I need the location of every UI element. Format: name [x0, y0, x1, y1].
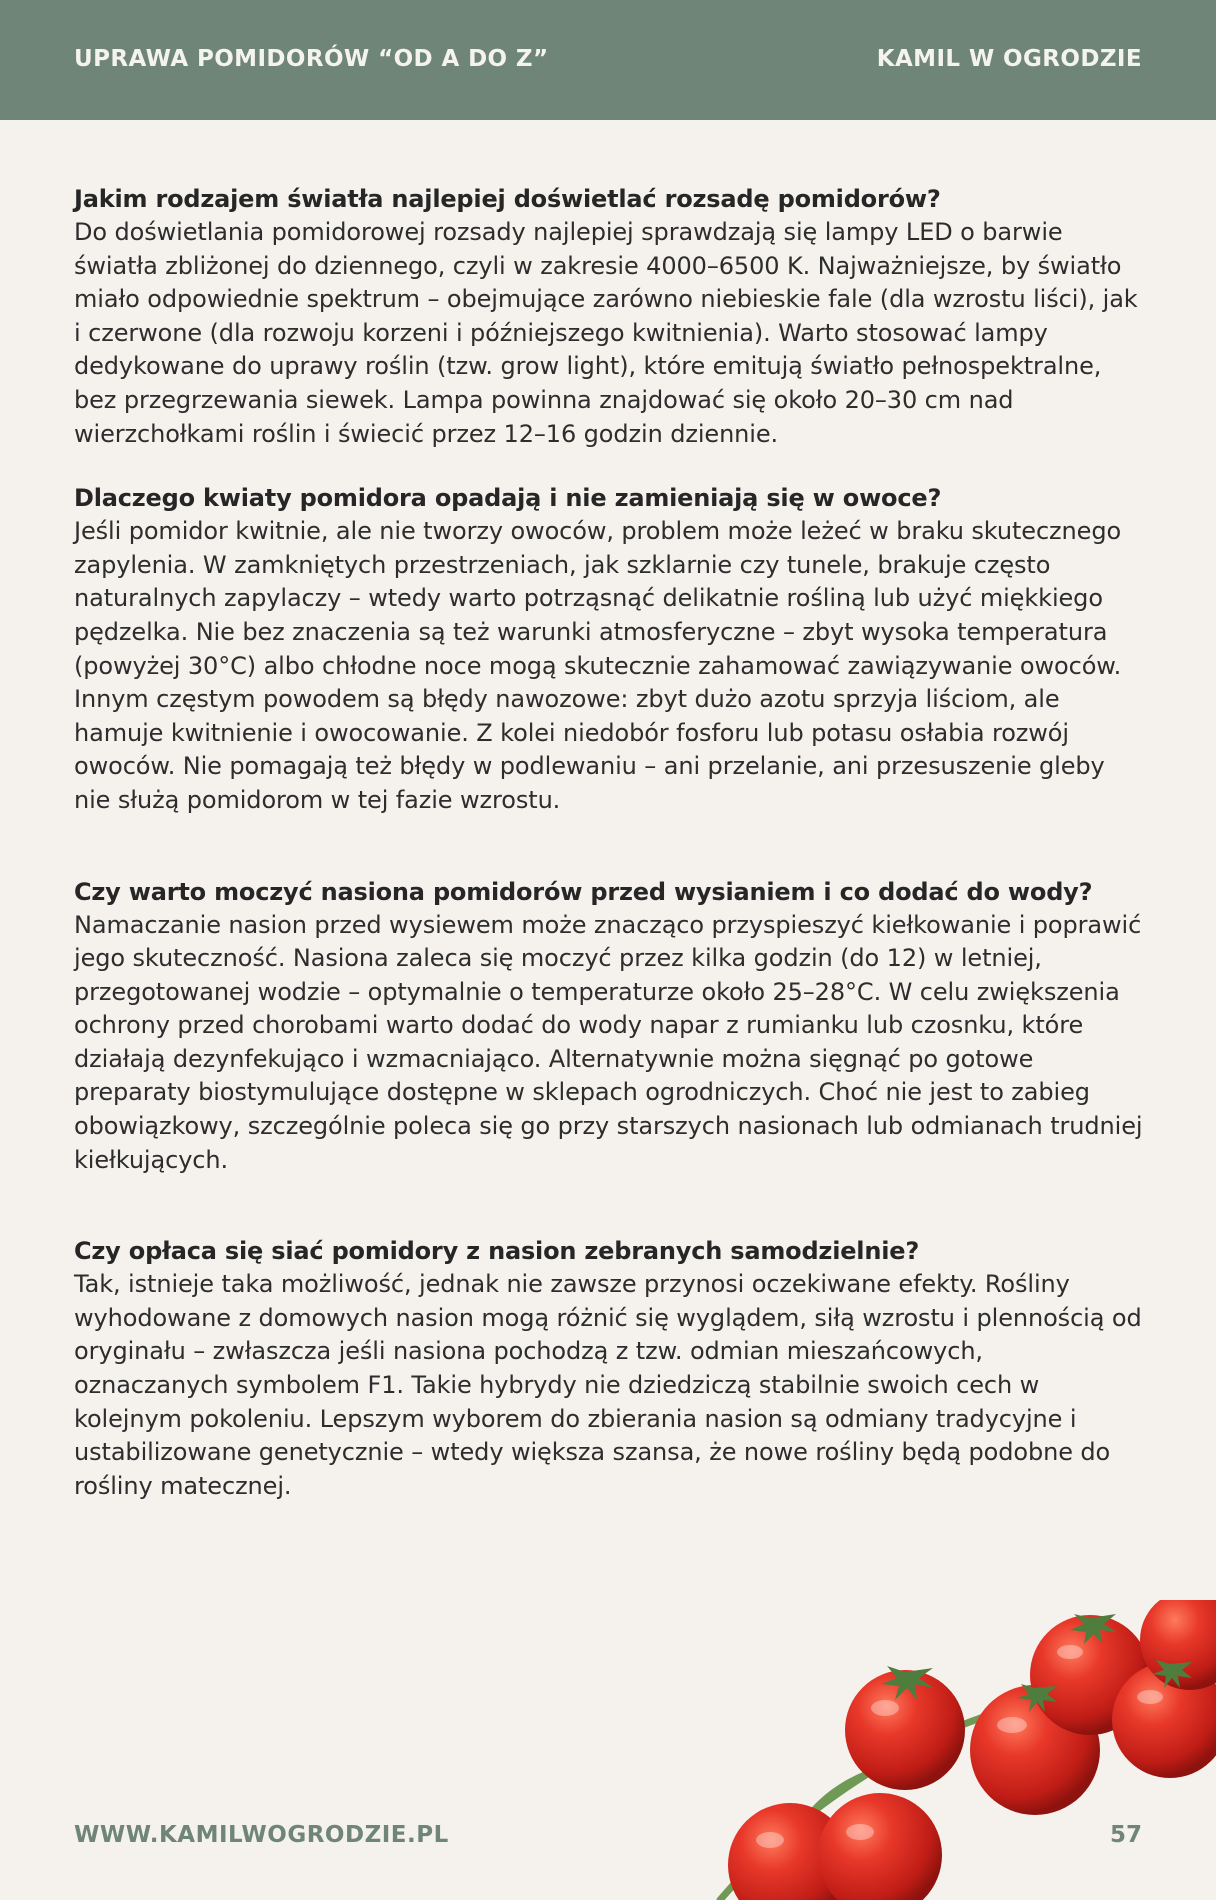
faq-question: Dlaczego kwiaty pomidora opadają i nie zamieniają się w owoce?	[74, 484, 942, 513]
faq-question: Jakim rodzajem światła najlepiej doświetlać rozsadę pomidorów?	[74, 185, 941, 213]
faq-answer: Do doświetlania pomidorowej rozsady najlepiej sprawdzają się lampy LED o barwie światła zbliżonej do dziennego, czyli w zakresie 4000–6500 K. Najważniejsze, by światło miało odpowiednie spektrum – obejmujące zarówno niebieskie fale (dla wzrostu liści), jak i czerwone (dla rozwoju korzeni i późniejszego kwitnienia). Warto stosować lampy dedykowane do uprawy roślin (tzw. grow light), które emitują światło pełnospektralne, bez przegrzewania siewek. Lampa powinna znajdować się około 20–30 cm nad wierzchołkami roślin i świecić przez 12–16 godzin dziennie.	[74, 218, 1138, 448]
faq-section	[74, 182, 1144, 451]
tomatoes-illustration	[700, 1600, 1216, 1900]
page-header	[0, 0, 1216, 120]
faq-section	[74, 875, 1144, 1178]
faq-answer: Jeśli pomidor kwitnie, ale nie tworzy owoców, problem może leżeć w braku skutecznego zapylenia. W zamkniętych przestrzeniach, jak szklarnie czy tunele, brakuje często naturalnych zapylaczy – wtedy warto potrząsnąć delikatnie rośliną lub użyć miękkiego pędzelka. Nie bez znaczenia są też warunki atmosferyczne – zbyt wysoka temperatura (powyżej 30°C) albo chłodne noce mogą skutecznie zahamować zawiązywanie owoców. Innym częstym powodem są błędy nawozowe: zbyt dużo azotu sprzyja liściom, ale hamuje kwitnienie i owocowanie. Z kolei niedobór fosforu lub potasu osłabia rozwój owoców. Nie pomagają też błędy w podlewaniu – ani przelanie, ani przesuszenie gleby nie służą pomidorom w tej fazie wzrostu.	[74, 517, 1122, 814]
brand-name: KAMIL W OGRODZIE	[876, 46, 1142, 72]
website-link[interactable]: WWW.KAMILWOGRODZIE.PL	[74, 1822, 449, 1848]
faq-section	[74, 1234, 1144, 1503]
faq-section	[74, 481, 1144, 817]
document-title: UPRAWA POMIDORÓW “OD A DO Z”	[74, 46, 549, 72]
faq-question: Czy warto moczyć nasiona pomidorów przed wysianiem i co dodać do wody?	[74, 877, 1093, 906]
faq-answer: Namaczanie nasion przed wysiewem może znacząco przyspieszyć kiełkowanie i poprawić jego skuteczność. Nasiona zaleca się moczyć przez kilka godzin (do 12) w letniej, przegotowanej wodzie – optymalnie o temperaturze około 25–28°C. W celu zwiększenia ochrony przed chorobami warto dodać do wody napar z rumianku lub czosnku, które działają dezynfekująco i wzmacniająco. Alternatywnie można sięgnąć po gotowe preparaty biostymulujące dostępne w sklepach ogrodniczych. Choć nie jest to zabieg obowiązkowy, szczególnie poleca się go przy starszych nasionach lub odmianach trudniej kiełkujących.	[74, 910, 1143, 1174]
page-number: 57	[1109, 1822, 1142, 1848]
faq-answer: Tak, istnieje taka możliwość, jednak nie zawsze przynosi oczekiwane efekty. Rośliny wyhodowane z domowych nasion mogą różnić się wyglądem, siłą wzrostu i plennością od oryginału – zwłaszcza jeśli nasiona pochodzą z tzw. odmian mieszańcowych, oznaczanych symbolem F1. Takie hybrydy nie dziedziczą stabilnie swoich cech w kolejnym pokoleniu. Lepszym wyborem do zbierania nasion są odmiany tradycyjne i ustabilizowane genetycznie – wtedy większa szansa, że nowe rośliny będą podobne do rośliny matecznej.	[74, 1270, 1142, 1500]
main-content	[74, 182, 1144, 1503]
faq-question: Czy opłaca się siać pomidory z nasion zebranych samodzielnie?	[74, 1237, 920, 1266]
